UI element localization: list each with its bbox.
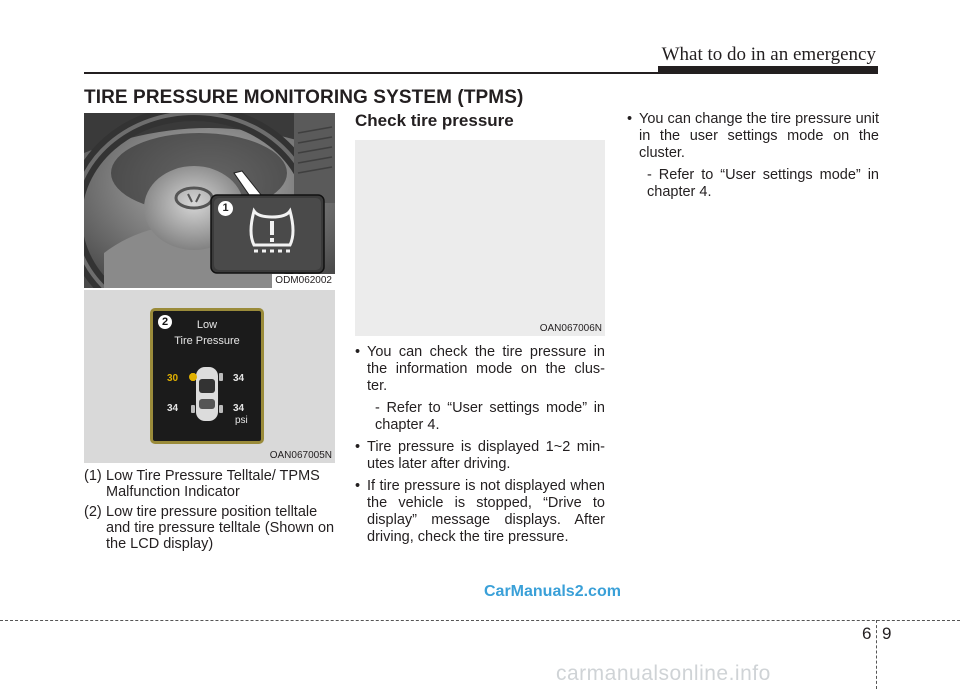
unit-bullet-list [627,111,879,206]
tire-pressure-rear-right: 34 [233,403,245,414]
watermark-link[interactable]: CarManuals2.com [484,583,621,600]
tire-pressure-front-left: 30 [167,373,179,384]
figure-captions [84,468,339,556]
list-subitem: - Refer to “User settings mode” in chapter 4. [647,167,879,200]
footer-divider [876,620,877,689]
check-tire-pressure-heading: Check tire pressure [355,111,514,130]
list-item: • You can change the tire pressure unit in the user settings mode on the cluster. [627,111,879,162]
pressure-unit: psi [235,415,248,426]
figure-placeholder [355,140,605,336]
page-number: 9 [882,624,892,643]
section-title: TIRE PRESSURE MONITORING SYSTEM (TPMS) [84,87,524,108]
caption-item: (2) Low tire pressure position telltale and tire pressure telltale (Shown on the LCD display) [84,504,335,552]
tire-pressure-rear-left: 34 [167,403,179,414]
lcd-panel [150,308,264,444]
list-item: • Tire pressure is displayed 1~2 min- utes later after driving. [355,439,605,473]
tpms-telltale-icon [242,203,302,263]
car-topview-icon [189,363,225,425]
figure-steering-wheel [84,113,335,288]
figure-marker-2: 2 [158,315,172,329]
caption-item: (1) Low Tire Pressure Telltale/ TPMS Malfunction Indicator [84,468,320,500]
footer-watermark: carmanualsonline.info [556,662,771,685]
figure-code: OAN067006N [539,323,602,334]
tire-pressure-front-right: 34 [233,373,245,384]
figure-marker-1: 1 [218,201,233,216]
figure-code: OAN067005N [269,450,332,461]
footer-rule [0,620,960,621]
running-header: What to do in an emergency [661,44,876,65]
list-item: • You can check the tire pressure in the information mode on the clus- ter. [355,344,605,395]
list-subitem: - Refer to “User settings mode” in chapter 4. [375,400,605,433]
list-item: • If tire pressure is not displayed when the vehicle is stopped, “Drive to display” message displays. After driving, check the tire pressure. [355,478,605,546]
header-rule [84,72,878,74]
figure-lcd-display [84,290,335,463]
figure-code: ODM062002 [272,274,335,288]
chapter-number: 6 [862,624,872,643]
check-bullet-list [355,344,605,551]
lcd-message-line2: Tire Pressure [174,335,240,347]
lcd-message-line1: Low [196,319,218,331]
